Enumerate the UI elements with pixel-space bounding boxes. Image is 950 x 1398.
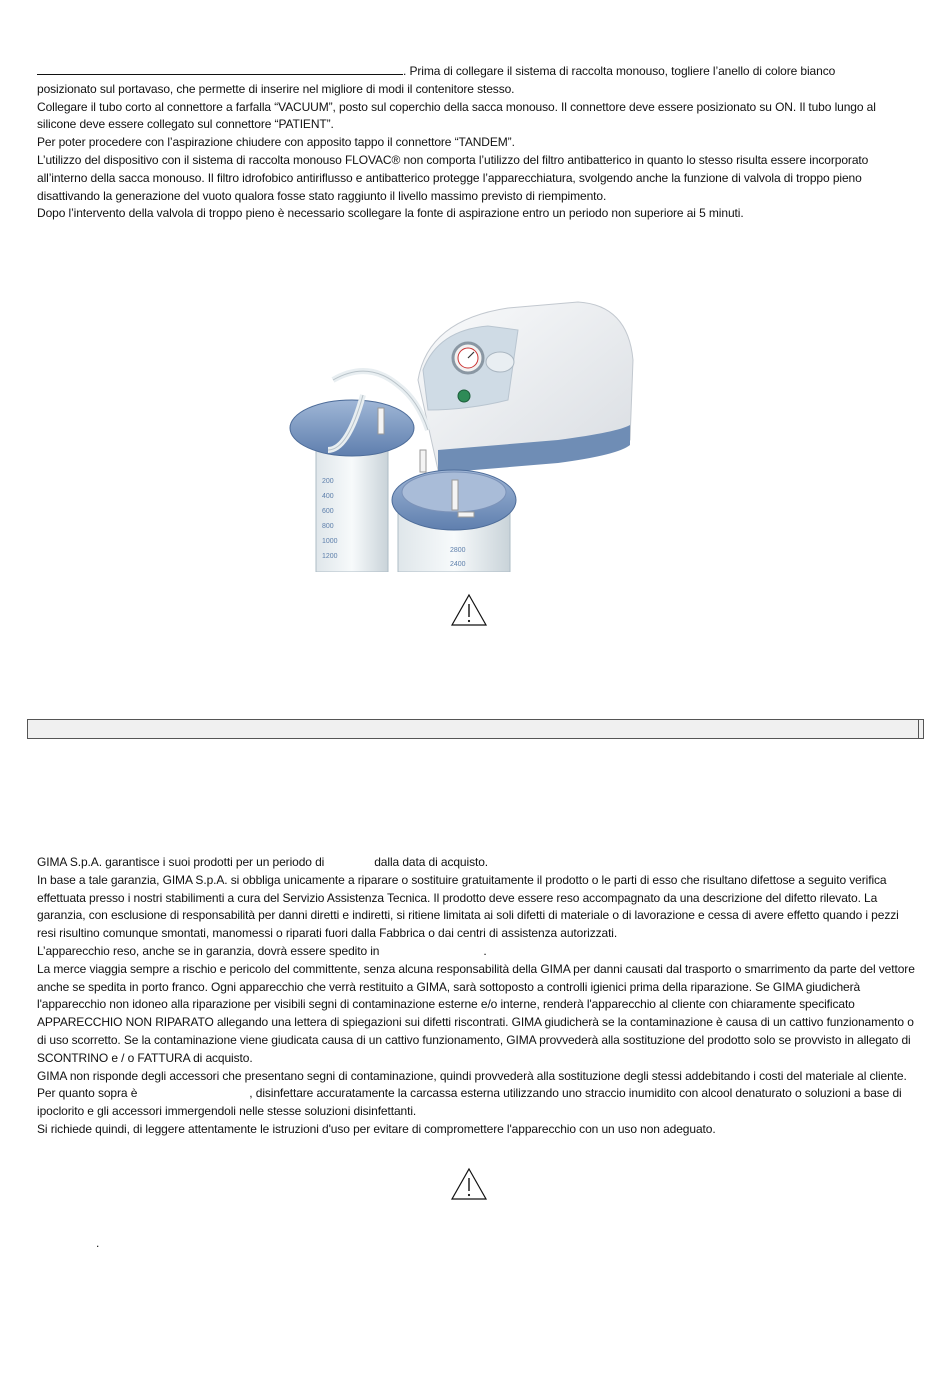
instructions-p3: Per poter procedere con l’aspirazione chiudere con apposito tappo il connettore “TANDEM”. [37, 135, 515, 150]
jar-mark: 200 [322, 478, 334, 485]
warranty-p1 [37, 854, 917, 872]
section-header-bar [27, 719, 924, 739]
instructions-line-1 [37, 62, 917, 81]
instructions-text [37, 62, 917, 223]
warranty-p6-a: Per quanto sopra è [37, 1086, 138, 1101]
warranty-p2: In base a tale garanzia, GIMA S.p.A. si obbliga unicamente a riparare o sostituire gratuitamente il prodotto o le parti di esso che risultano difettose a seguito verifica effettuata presso i nostri stabilimenti a cura del Servizio Assistenza Tecnica. Il prodotto deve essere reso accompagnato da una descrizione del difetto rilevato. La garanzia, con esclusione di responsabilità per danni diretti e indiretti, si ritiene limitata ai soli difetti di materiale o di lavorazione e cessa di avere effetto quando i pezzi resi risultino comunque smontati, manomessi o riparati fuori dalla Fabbrica o dai centri di assistenza autorizzati. [37, 872, 899, 941]
instructions-line-1-text: . Prima di collegare il sistema di raccolta monouso, togliere l’anello di colore bianco [403, 64, 836, 78]
suction-device-photo [278, 300, 650, 572]
instructions-p5: Dopo l’intervento della valvola di troppo pieno è necessario scollegare la fonte di aspirazione entro un periodo non superiore ai 5 minuti. [37, 206, 744, 221]
warranty-p1-b: dalla data di acquisto. [374, 855, 489, 869]
warranty-p3 [37, 943, 917, 961]
warning-triangle-icon [450, 1167, 488, 1201]
blank-underline [37, 62, 403, 75]
instructions-p2: Collegare il tubo corto al connettore a farfalla “VACUUM”, posto sul coperchio della sacca monouso. Il connettore deve essere posizionato su ON. Il tubo lungo al silicone deve essere collegato sul connettore “PATIENT”. [37, 99, 876, 132]
jar-mark: 600 [322, 508, 334, 515]
warranty-p1-a: GIMA S.p.A. garantisce i suoi prodotti per un periodo di [37, 855, 325, 869]
warranty-text [37, 854, 917, 1139]
warning-triangle-icon [450, 593, 488, 627]
jar-mark: 800 [322, 523, 334, 530]
warranty-p3-a: L’apparecchio reso, anche se in garanzia, dovrà essere spedito in [37, 943, 380, 958]
jar-mark: 2400 [450, 561, 466, 568]
warranty-p6-b: , disinfettare accuratamente la carcassa esterna utilizzando uno straccio inumidito con alcool denaturato o soluzioni a base di ipoclorito e gli accessori immergendoli nelle stesse soluzioni disinfettanti. [37, 1086, 902, 1119]
jar-mark: 400 [322, 493, 334, 500]
warranty-p6 [37, 1085, 917, 1121]
jar-mark: 1200 [322, 553, 338, 560]
warranty-p4: La merce viaggia sempre a rischio e pericolo del committente, senza alcuna responsabilità della GIMA per danni causati dal trasporto o smarrimento da parte del vettore anche se spedita in porto franco. Ogni apparecchio che verrà restituito a GIMA, sarà sottoposto a controlli igienici prima della riparazione. Se GIMA giudicherà l'apparecchio non idoneo alla riparazione per visibili segni di contaminazione esterne e/o interne, renderà l'apparecchio al cliente con chiaramente specificato APPARECCHIO NON RIPARATO allegando una lettera di spiegazioni sui difetti riscontrati. GIMA giudicherà se la contaminazione è causa di un cattivo funzionamento o di uso scorretto. Se la contaminazione viene giudicata causa di un cattivo funzionamento, GIMA provvederà alla sostituzione del prodotto solo se provvisto in allegato di SCONTRINO e / o FATTURA di acquisto. [37, 961, 915, 1065]
footer-dot: . [96, 1236, 100, 1250]
warranty-p7: Si richiede quindi, di leggere attentamente le istruzioni d'uso per evitare di compromettere l'apparecchio con un uso non adeguato. [37, 1121, 716, 1136]
warranty-p5: GIMA non risponde degli accessori che presentano segni di contaminazione, quindi provvederà alla sostituzione degli stessi addebitando i costi del materiale al cliente. [37, 1068, 907, 1083]
instructions-p4: L’utilizzo del dispositivo con il sistema di raccolta monouso FLOVAC® non comporta l’utilizzo del filtro antibatterico in quanto lo stesso risulta essere incorporato all’interno della sacca monouso. Il filtro idrofobico antiriflusso e antibatterico protegge l’apparecchiatura, svolgendo anche la funzione di valvola di troppo pieno disattivando la generazione del vuoto qualora fosse stato raggiunto il livello massimo previsto di riempimento. [37, 152, 869, 203]
instructions-line-1-cont: posizionato sul portavaso, che permette di inserire nel migliore di modi il contenitore stesso. [37, 81, 515, 96]
jar-mark: 2800 [450, 547, 466, 554]
warranty-p3-b: . [483, 943, 487, 958]
section-header-bar-edge [918, 720, 919, 738]
jar-mark: 1000 [322, 538, 338, 545]
